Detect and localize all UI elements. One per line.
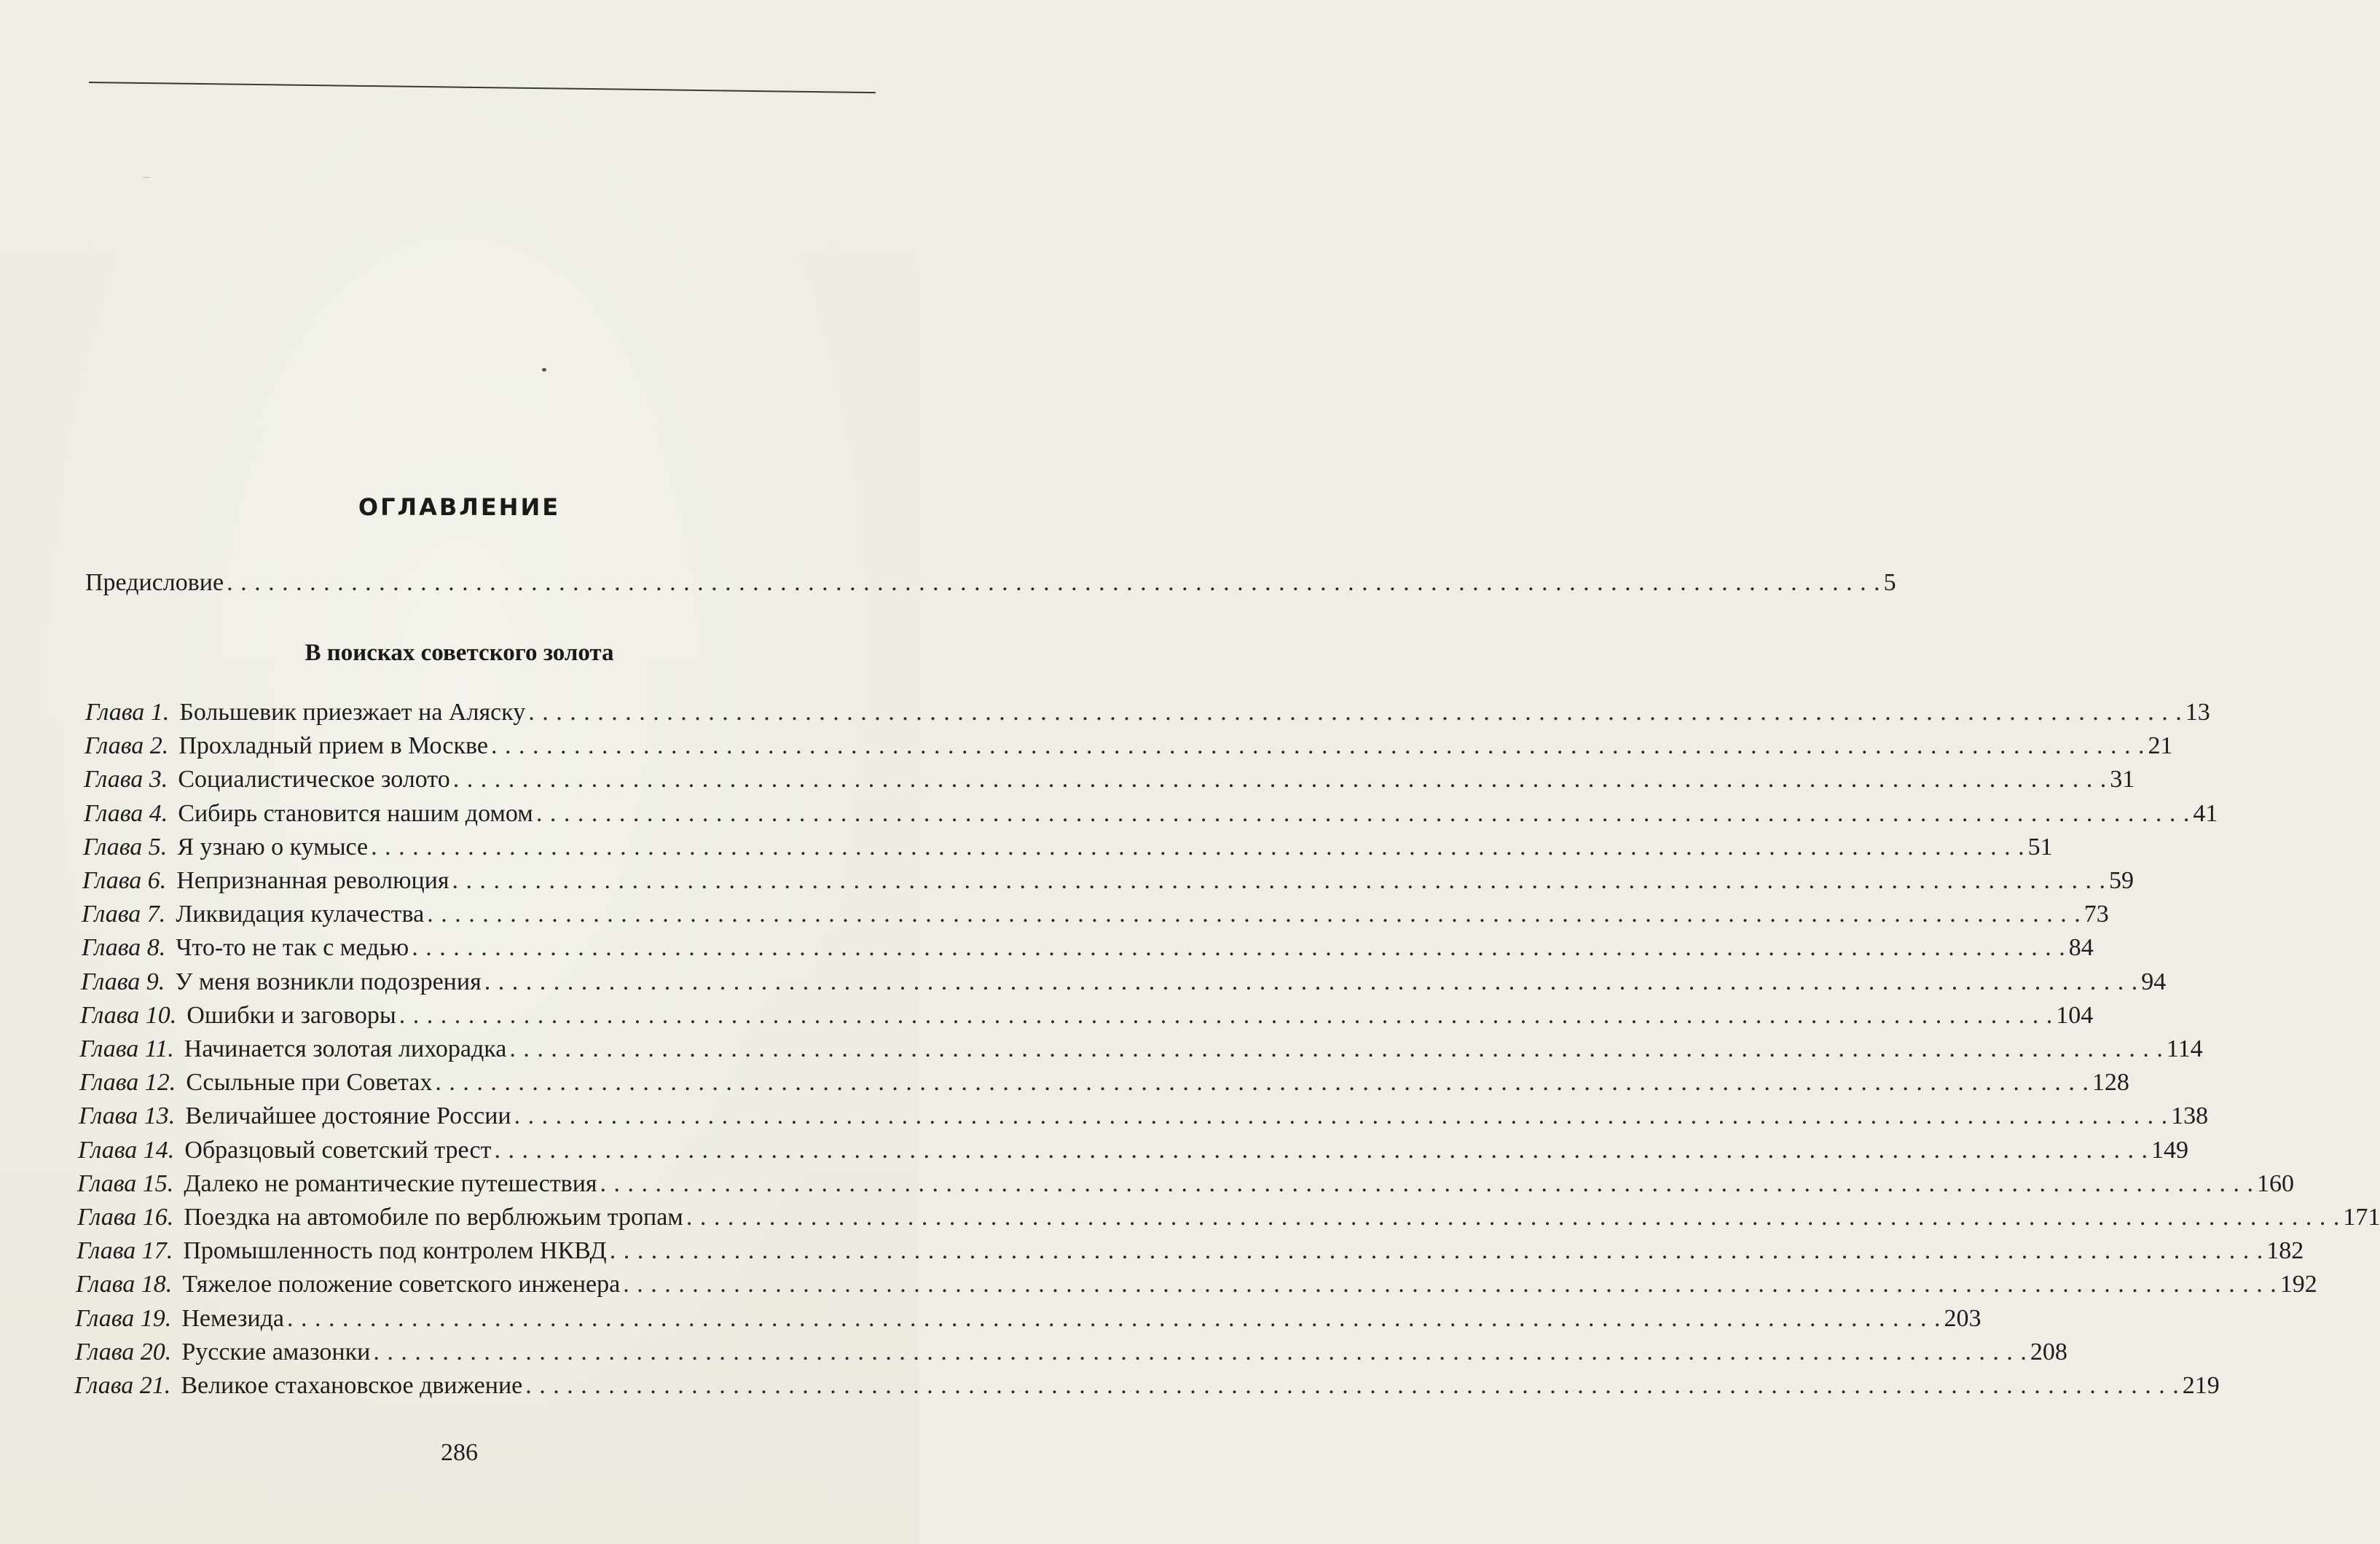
chapter-title: Промышленность под контролем НКВД — [183, 1237, 607, 1265]
toc-entry-chapter — [79, 1102, 2209, 1131]
chapter-label: Глава 14. — [78, 1136, 175, 1164]
chapter-title: Величайшее достояние России — [185, 1102, 511, 1130]
toc-entry-preface — [85, 568, 1896, 597]
dot-leader: . . . . . . . . . . . . . . . . . . . . . . . . . . . . . . . . . . . . . . . . . . . . . . . . . . . . . . . . . . . . . . . . . . . . . . . . . . . . . . . . . . . . . . . . . . . . . . . . . . . . . . . . . . . . . . . . . . . . . . . . — [484, 968, 2139, 995]
chapter-page: 104 — [2056, 1001, 2094, 1029]
entry-title: Предисловие — [85, 569, 224, 596]
toc-entry-chapter — [77, 1203, 2380, 1232]
dot-leader: . . . . . . . . . . . . . . . . . . . . . . . . . . . . . . . . . . . . . . . . . . . . . . . . . . . . . . . . . . . . . . . . . . . . . . . . . . . . . . . . . . . . . . . . . . . . . . . . . . . . . . . . . . . . . . . . . . . . . . . . — [435, 1069, 2089, 1097]
toc-entry-chapter — [76, 1270, 2317, 1299]
dot-leader: . . . . . . . . . . . . . . . . . . . . . . . . . . . . . . . . . . . . . . . . . . . . . . . . . . . . . . . . . . . . . . . . . . . . . . . . . . . . . . . . . . . . . . . . . . . . . . . . . . . . . . . . . . . . . . . . . . . . . . . . — [535, 799, 2191, 827]
chapter-label: Глава 7. — [82, 901, 166, 928]
dot-leader: . . . . . . . . . . . . . . . . . . . . . . . . . . . . . . . . . . . . . . . . . . . . . . . . . . . . . . . . . . . . . . . . . . . . . . . . . . . . . . . . . . . . . . . . . . . . . . . . . . . . . . . . . . . . . . . . . . . . . . . . — [528, 699, 2183, 726]
chapter-page: 94 — [2141, 968, 2167, 995]
chapter-page: 192 — [2279, 1271, 2317, 1298]
chapter-title: Я узнаю о кумысе — [177, 833, 369, 861]
chapter-page: 149 — [2151, 1136, 2188, 1164]
dot-leader: . . . . . . . . . . . . . . . . . . . . . . . . . . . . . . . . . . . . . . . . . . . . . . . . . . . . . . . . . . . . . . . . . . . . . . . . . . . . . . . . . . . . . . . . . . . . . . . . . . . . . . . . . . . . . . . . . . . . . . . . — [509, 1035, 2164, 1062]
entry-page: 5 — [1883, 569, 1896, 596]
chapter-page: 219 — [2182, 1372, 2220, 1399]
toc-entry-chapter — [75, 1338, 2067, 1367]
toc-entry-chapter — [85, 732, 2173, 761]
toc-entry-chapter — [76, 1237, 2304, 1266]
toc-entry-chapter — [82, 933, 2094, 963]
chapter-title: Прохладный прием в Москве — [178, 732, 488, 760]
dot-leader: . . . . . . . . . . . . . . . . . . . . . . . . . . . . . . . . . . . . . . . . . . . . . . . . . . . . . . . . . . . . . . . . . . . . . . . . . . . . . . . . . . . . . . . . . . . . . . . . . . . . . . . . . . . . . . . . . . . . . . . . — [371, 833, 2025, 861]
dot-leader: . . . . . . . . . . . . . . . . . . . . . . . . . . . . . . . . . . . . . . . . . . . . . . . . . . . . . . . . . . . . . . . . . . . . . . . . . . . . . . . . . . . . . . . . . . . . . . . . . . . . . . . . . . . . . . . . . . . . . . . . — [525, 1372, 2180, 1399]
dot-leader: . . . . . . . . . . . . . . . . . . . . . . . . . . . . . . . . . . . . . . . . . . . . . . . . . . . . . . . . . . . . . . . . . . . . . . . . . . . . . . . . . . . . . . . . . . . . . . . . . . . . . . . . . . . . . . . . . . . . . . . . — [494, 1136, 2148, 1164]
chapter-page: 21 — [2148, 732, 2173, 760]
toc-entry-chapter — [82, 866, 2134, 896]
toc-title: ОГЛАВЛЕНИЕ — [358, 493, 561, 521]
dot-leader: . . . . . . . . . . . . . . . . . . . . . . . . . . . . . . . . . . . . . . . . . . . . . . . . . . . . . . . . . . . . . . . . . . . . . . . . . . . . . . . . . . . . . . . . . . . . . . . . . . . . . . . . . . . . . . . . . . . . . . . . — [412, 934, 2066, 962]
toc-entry-chapter — [82, 900, 2109, 929]
chapter-page: 138 — [2171, 1102, 2209, 1130]
chapter-page: 208 — [2030, 1338, 2067, 1365]
chapter-title: Ликвидация кулачества — [176, 901, 425, 928]
chapter-page: 41 — [2193, 799, 2218, 827]
chapter-label: Глава 19. — [75, 1304, 172, 1332]
chapter-title: Далеко не романтические путешествия — [184, 1169, 597, 1197]
dot-leader: . . . . . . . . . . . . . . . . . . . . . . . . . . . . . . . . . . . . . . . . . . . . . . . . . . . . . . . . . . . . . . . . . . . . . . . . . . . . . . . . . . . . . . . . . . . . . . . . . . . . . . . . . . . . . . . . . . . . . . . . — [427, 901, 2081, 928]
chapter-label: Глава 2. — [85, 732, 169, 760]
chapter-label: Глава 17. — [76, 1237, 173, 1265]
toc-entry-chapter — [83, 833, 2053, 862]
chapter-label: Глава 4. — [84, 799, 168, 827]
section-heading: В поисках советского золота — [305, 640, 614, 666]
chapter-page: 13 — [2185, 699, 2210, 726]
chapter-title: Начинается золотая лихорадка — [184, 1035, 507, 1062]
chapter-title: Сибирь становится нашим домом — [178, 799, 533, 827]
chapter-page: 59 — [2109, 867, 2134, 894]
chapter-label: Глава 1. — [85, 699, 170, 726]
chapter-label: Глава 21. — [74, 1372, 171, 1399]
chapter-page: 203 — [1944, 1304, 1982, 1332]
chapter-title: Непризнанная революция — [176, 867, 449, 894]
chapter-title: Социалистическое золото — [178, 766, 450, 793]
toc-entry-chapter — [80, 1001, 2094, 1030]
chapter-page: 171 — [2343, 1204, 2380, 1231]
toc-entry-chapter — [74, 1371, 2220, 1400]
toc-entry-chapter — [77, 1169, 2295, 1199]
dot-leader: . . . . . . . . . . . . . . . . . . . . . . . . . . . . . . . . . . . . . . . . . . . . . . . . . . . . . . . . . . . . . . . . . . . . . . . . . . . . . . . . . . . . . . . . . . . . . . . . . . . . . . . . . . . . . . . . . . . . . . . . — [452, 766, 2108, 793]
chapter-label: Глава 10. — [80, 1001, 177, 1029]
dot-leader: . . . . . . . . . . . . . . . . . . . . . . . . . . . . . . . . . . . . . . . . . . . . . . . . . . . . . . . . . . . . . . . . . . . . . . . . . . . . . . . . . . . . . . . . . . . . . . . . . . . . . . . . . . . . . . . . . . . . . . . . — [600, 1169, 2255, 1197]
chapter-title: Ошибки и заговоры — [186, 1001, 396, 1029]
dot-leader: . . . . . . . . . . . . . . . . . . . . . . . . . . . . . . . . . . . . . . . . . . . . . . . . . . . . . . . . . . . . . . . . . . . . . . . . . . . . . . . . . . . . . . . . . . . . . . . . . . . . . . . . . . . . . . . . . . . . . . . . — [490, 732, 2145, 760]
chapter-title: Что-то не так с медью — [176, 934, 409, 962]
chapter-title: Ссыльные при Советах — [186, 1069, 433, 1097]
chapter-title: Поездка на автомобиле по верблюжьим тропам — [184, 1204, 683, 1231]
toc-entry-chapter — [84, 765, 2135, 794]
chapter-title: Образцовый советский трест — [184, 1136, 492, 1164]
chapter-title: Великое стахановское движение — [181, 1372, 523, 1399]
dot-leader: . . . . . . . . . . . . . . . . . . . . . . . . . . . . . . . . . . . . . . . . . . . . . . . . . . . . . . . . . . . . . . . . . . . . . . . . . . . . . . . . . . . . . . . . . . . . . . . . . . . . . . . . . . . . . . . . . . . . . . . . — [514, 1102, 2169, 1130]
chapter-label: Глава 20. — [75, 1338, 172, 1365]
toc-entry-chapter — [75, 1304, 1982, 1333]
chapter-page: 84 — [2068, 934, 2094, 962]
dot-leader: . . . . . . . . . . . . . . . . . . . . . . . . . . . . . . . . . . . . . . . . . . . . . . . . . . . . . . . . . . . . . . . . . . . . . . . . . . . . . . . . . . . . . . . . . . . . . . . . . . . . . . . . . . . . . . . . . . . . . . . . — [623, 1271, 2277, 1298]
toc-entry-chapter — [78, 1136, 2188, 1165]
chapter-label: Глава 12. — [79, 1069, 176, 1097]
chapter-page: 31 — [2110, 766, 2135, 793]
top-rule — [89, 82, 876, 93]
chapter-label: Глава 11. — [79, 1035, 174, 1062]
chapter-page: 160 — [2257, 1169, 2295, 1197]
chapter-label: Глава 8. — [82, 934, 166, 962]
dot-leader: . . . . . . . . . . . . . . . . . . . . . . . . . . . . . . . . . . . . . . . . . . . . . . . . . . . . . . . . . . . . . . . . . . . . . . . . . . . . . . . . . . . . . . . . . . . . . . . . . . . . . . . . . . . . . . . . . . . . . . . . — [609, 1237, 2264, 1265]
page-speck — [143, 177, 150, 178]
chapter-page: 51 — [2027, 833, 2053, 861]
toc-entry-chapter — [79, 1068, 2129, 1097]
dot-leader: . . . . . . . . . . . . . . . . . . . . . . . . . . . . . . . . . . . . . . . . . . . . . . . . . . . . . . . . . . . . . . . . . . . . . . . . . . . . . . . . . . . . . . . . . . . . . . . . . . . . . . . . . . . . . . . . . . . . . . . . — [227, 569, 1881, 596]
dot-leader: . . . . . . . . . . . . . . . . . . . . . . . . . . . . . . . . . . . . . . . . . . . . . . . . . . . . . . . . . . . . . . . . . . . . . . . . . . . . . . . . . . . . . . . . . . . . . . . . . . . . . . . . . . . . . . . . . . . . . . . . — [686, 1204, 2341, 1231]
dot-leader: . . . . . . . . . . . . . . . . . . . . . . . . . . . . . . . . . . . . . . . . . . . . . . . . . . . . . . . . . . . . . . . . . . . . . . . . . . . . . . . . . . . . . . . . . . . . . . . . . . . . . . . . . . . . . . . . . . . . . . . . — [287, 1304, 1941, 1332]
toc-entry-chapter — [81, 968, 2167, 997]
chapter-label: Глава 13. — [79, 1102, 176, 1130]
chapter-label: Глава 15. — [77, 1169, 174, 1197]
chapter-title: Тяжелое положение советского инженера — [182, 1271, 621, 1298]
chapter-label: Глава 3. — [84, 766, 168, 793]
dot-leader: . . . . . . . . . . . . . . . . . . . . . . . . . . . . . . . . . . . . . . . . . . . . . . . . . . . . . . . . . . . . . . . . . . . . . . . . . . . . . . . . . . . . . . . . . . . . . . . . . . . . . . . . . . . . . . . . . . . . . . . . — [373, 1338, 2027, 1365]
page-number: 286 — [441, 1439, 478, 1466]
chapter-title: Русские амазонки — [181, 1338, 371, 1365]
chapter-label: Глава 9. — [81, 968, 165, 995]
chapter-label: Глава 16. — [77, 1204, 174, 1231]
chapter-label: Глава 18. — [76, 1271, 173, 1298]
chapter-label: Глава 5. — [83, 833, 168, 861]
chapter-page: 182 — [2266, 1237, 2304, 1265]
dot-leader: . . . . . . . . . . . . . . . . . . . . . . . . . . . . . . . . . . . . . . . . . . . . . . . . . . . . . . . . . . . . . . . . . . . . . . . . . . . . . . . . . . . . . . . . . . . . . . . . . . . . . . . . . . . . . . . . . . . . . . . . — [452, 867, 2107, 894]
dot-leader: . . . . . . . . . . . . . . . . . . . . . . . . . . . . . . . . . . . . . . . . . . . . . . . . . . . . . . . . . . . . . . . . . . . . . . . . . . . . . . . . . . . . . . . . . . . . . . . . . . . . . . . . . . . . . . . . . . . . . . . . — [398, 1001, 2054, 1029]
chapter-title: Немезида — [181, 1304, 284, 1332]
chapter-page: 128 — [2092, 1069, 2129, 1097]
chapter-page: 114 — [2166, 1035, 2203, 1062]
chapter-label: Глава 6. — [82, 867, 167, 894]
toc-entry-chapter — [84, 799, 2218, 828]
chapter-title: У меня возникли подозрения — [175, 968, 482, 995]
toc-entry-chapter — [85, 698, 2210, 727]
toc-entry-chapter — [79, 1035, 2203, 1064]
chapter-title: Большевик приезжает на Аляску — [179, 699, 526, 726]
chapter-page: 73 — [2084, 901, 2109, 928]
page-speck — [542, 368, 546, 372]
